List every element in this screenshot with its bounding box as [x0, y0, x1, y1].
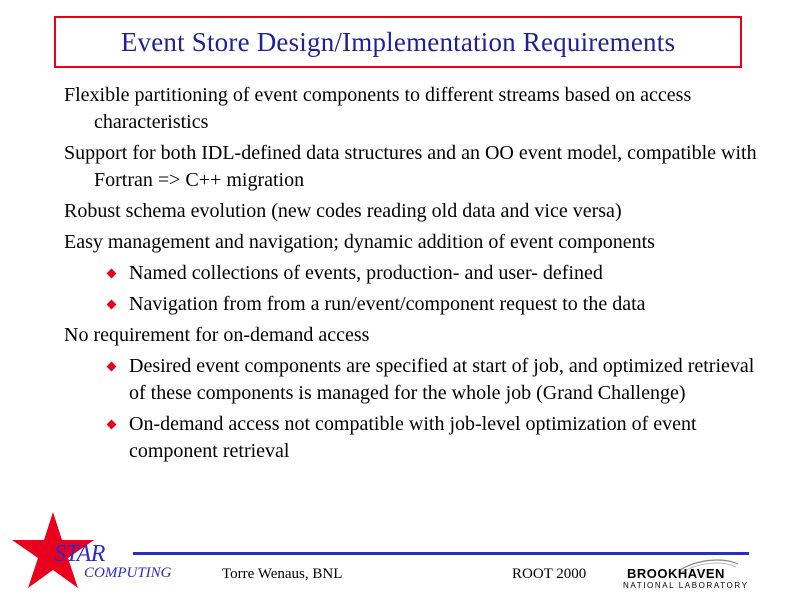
list-item: [64, 322, 764, 349]
item-text: Support for both IDL-defined data structures and an OO event model, compatible with Fortran => C++ migration: [64, 142, 757, 191]
red-diamond-icon: [107, 300, 117, 310]
star-logo-text: STAR: [54, 541, 105, 567]
title-box: [54, 16, 742, 68]
brookhaven-name: BROOKHAVEN: [627, 566, 725, 581]
sub-list-item: [64, 291, 764, 318]
list-item: [64, 198, 764, 225]
item-text: Robust schema evolution (new codes reading old data and vice versa): [64, 200, 622, 222]
item-text: Easy management and navigation; dynamic addition of event components: [64, 231, 655, 253]
list-item: [64, 82, 764, 136]
item-text: Named collections of events, production- and user- defined: [129, 262, 603, 284]
computing-logo-text: COMPUTING: [84, 565, 172, 581]
red-diamond-icon: [107, 269, 117, 279]
sub-list-item: [64, 411, 764, 465]
slide-content: [64, 82, 764, 469]
footer-event: ROOT 2000: [512, 566, 587, 582]
list-item: [64, 229, 764, 256]
footer-divider: [133, 552, 749, 555]
list-item: [64, 140, 764, 194]
sub-list-item: [64, 260, 764, 287]
item-text: Navigation from from a run/event/component request to the data: [129, 293, 646, 315]
red-diamond-icon: [107, 420, 117, 430]
item-text: Desired event components are specified at start of job, and optimized retrieval of these components is managed for the whole job (Grand Challenge): [129, 355, 755, 404]
brookhaven-subtitle: NATIONAL LABORATORY: [623, 581, 749, 590]
item-text: No requirement for on-demand access: [64, 324, 370, 346]
sub-list-item: [64, 353, 764, 407]
slide-title: Event Store Design/Implementation Requirements: [120, 26, 676, 57]
footer-author: Torre Wenaus, BNL: [222, 566, 343, 582]
item-text: Flexible partitioning of event components to different streams based on access characteristics: [64, 84, 692, 133]
item-text: On-demand access not compatible with job-level optimization of event component retrieval: [129, 413, 697, 462]
red-diamond-icon: [107, 362, 117, 372]
